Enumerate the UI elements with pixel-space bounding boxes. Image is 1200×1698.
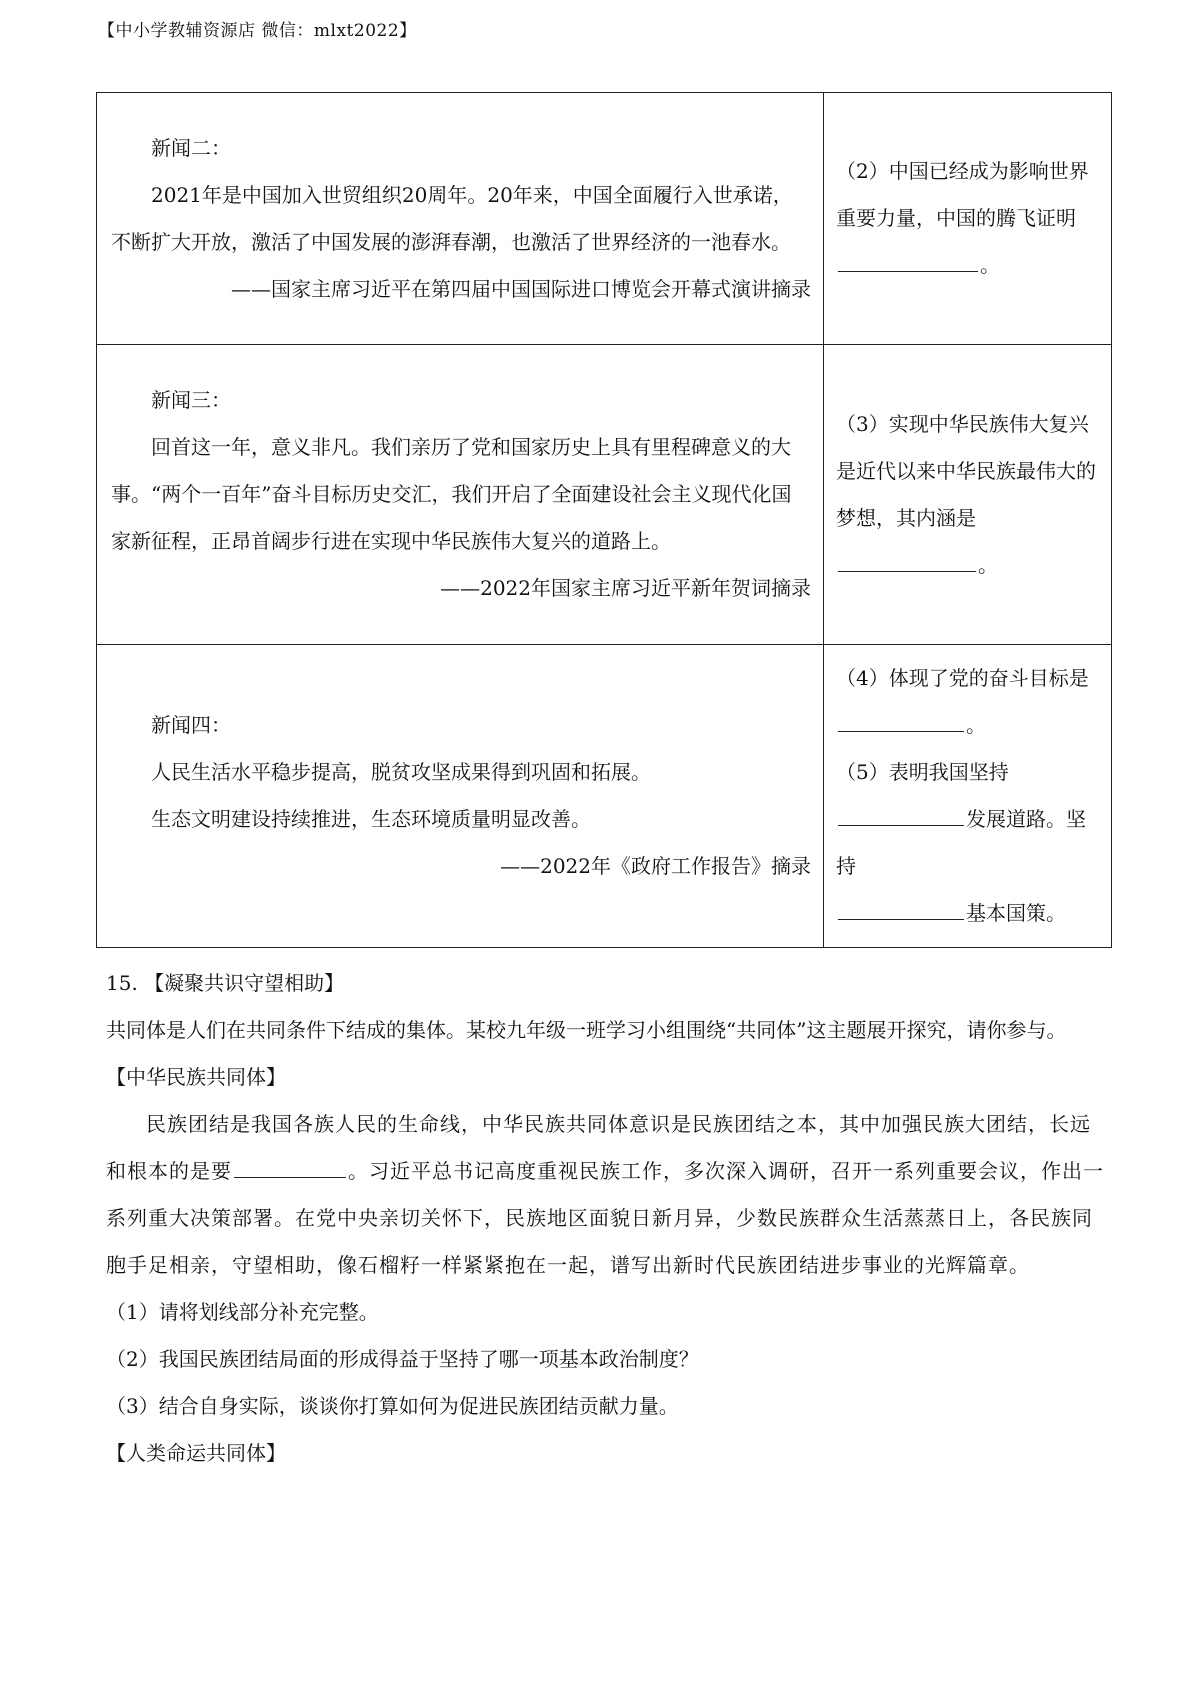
- news-body: 2021年是中国加入世贸组织20周年。20年来，中国全面履行入世承诺，不断扩大开放，激活了中国发展的澎湃春潮，也激活了世界经济的一池春水。: [111, 182, 793, 254]
- question-text: （4）体现了党的奋斗目标是: [836, 666, 1089, 690]
- answer-blank[interactable]: [838, 895, 964, 920]
- news-title: 新闻三：: [151, 388, 231, 412]
- table-row: [97, 645, 1112, 948]
- page-header: 【中小学教辅资源店 微信：mlxt2022】: [98, 21, 417, 41]
- question-tail: 发展道路。坚持: [836, 807, 1086, 878]
- material-text: 民族团结是我国各族人民的生命线，中华民族共同体意识是民族团结之本，其中加强民族大团结，长远和根本的是要: [106, 1112, 1091, 1183]
- news-cell: [97, 645, 824, 948]
- question-text: （2）中国已经成为影响世界重要力量，中国的腾飞证明: [836, 159, 1089, 230]
- answer-blank[interactable]: [838, 547, 976, 572]
- material-paragraph: [106, 1101, 1106, 1289]
- news-body: 人民生活水平稳步提高，脱贫攻坚成果得到巩固和拓展。: [151, 760, 651, 784]
- news-title: 新闻二：: [151, 135, 231, 160]
- question-cell: [824, 645, 1112, 948]
- question-cell: [824, 93, 1112, 345]
- news-table: [96, 92, 1112, 948]
- question-15: [106, 960, 1106, 1477]
- question-heading: 15. 【凝聚共识守望相助】: [106, 971, 345, 995]
- section-heading: 【中华民族共同体】: [106, 1065, 286, 1089]
- answer-blank[interactable]: [838, 801, 964, 826]
- news-cell: [97, 345, 824, 645]
- sub-question: （2）我国民族团结局面的形成得益于坚持了哪一项基本政治制度？: [106, 1347, 699, 1371]
- news-title: 新闻四：: [151, 713, 231, 737]
- question-intro: 共同体是人们在共同条件下结成的集体。某校九年级一班学习小组围绕“共同体”这主题展开探究，请你参与。: [106, 1018, 1067, 1042]
- news-source: ——2022年国家主席习近平新年贺词摘录: [440, 576, 811, 600]
- table-row: [97, 93, 1112, 345]
- news-source: ——国家主席习近平在第四届中国国际进口博览会开幕式演讲摘录: [231, 276, 811, 301]
- answer-blank[interactable]: [838, 707, 964, 732]
- news-cell: [97, 93, 824, 345]
- table-row: [97, 345, 1112, 645]
- answer-blank[interactable]: [234, 1153, 346, 1178]
- news-source: ——2022年《政府工作报告》摘录: [500, 854, 811, 878]
- answer-blank[interactable]: [838, 247, 978, 272]
- question-text: （3）实现中华民族伟大复兴是近代以来中华民族最伟大的梦想，其内涵是: [836, 411, 1096, 530]
- question-tail: 。: [980, 253, 1000, 277]
- question-cell: [824, 345, 1112, 645]
- news-body: 回首这一年，意义非凡。我们亲历了党和国家历史上具有里程碑意义的大事。“两个一百年”奋斗目标历史交汇，我们开启了全面建设社会主义现代化国家新征程，正昂首阔步行进在实现中华民族伟大复兴的道路上。: [111, 435, 792, 553]
- section-heading: 【人类命运共同体】: [106, 1441, 286, 1465]
- material-text: 。习近平总书记高度重视民族工作，多次深入调研，召开一系列重要会议，作出一系列重大决策部署。在党中央亲切关怀下，民族地区面貌日新月异，少数民族群众生活蒸蒸日上，各民族同胞手足相亲，守望相助，像石榴籽一样紧紧抱在一起，谱写出新时代民族团结进步事业的光辉篇章。: [106, 1159, 1104, 1277]
- question-text: （5）表明我国坚持: [836, 760, 1009, 784]
- question-tail: 。: [966, 713, 986, 737]
- question-tail: 基本国策。: [966, 901, 1066, 925]
- question-tail: 。: [978, 552, 998, 577]
- sub-question: （3）结合自身实际，谈谈你打算如何为促进民族团结贡献力量。: [106, 1394, 679, 1418]
- sub-question: （1）请将划线部分补充完整。: [106, 1300, 379, 1324]
- news-body: 生态文明建设持续推进，生态环境质量明显改善。: [151, 807, 591, 831]
